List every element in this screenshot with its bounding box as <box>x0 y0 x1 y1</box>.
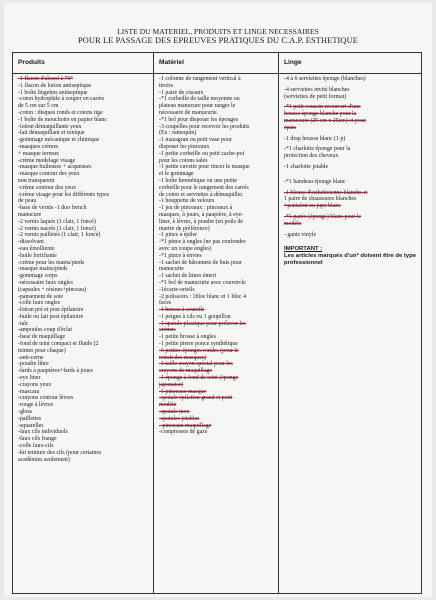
produits-item: -ampoules coup d'éclat <box>18 327 73 334</box>
produits-item: académies seulement) <box>18 456 70 463</box>
produits-item: -masques crèmes <box>18 143 59 150</box>
materiel-item: pour les cotons sales <box>159 157 208 164</box>
materiel-item: masques, à joues, à paupière, à eye- <box>159 211 244 218</box>
produits-item: -eye liner <box>18 375 41 382</box>
linge-list <box>279 73 421 238</box>
produits-item: + masque terreux <box>18 150 59 157</box>
produits-item: -1 flacon de lotion antiseptique <box>18 82 92 89</box>
produits-item: -2 vernis laqués (1 clair, 1 foncé) <box>18 218 96 225</box>
produits-item: de 5 cm sur 5 cm <box>18 103 59 110</box>
produits-item: -gloss <box>18 409 33 416</box>
produits-item: -lotion pré et post épilatoire <box>18 307 84 314</box>
materiel-item: -1 pinceaux masque <box>159 388 207 395</box>
materiel-item: -1 sachet de limes émeri <box>159 273 217 280</box>
document-subtitle: POUR LE PASSAGE DES EPREUVES PRATIQUES DU C.A.P. ESTHETIQUE <box>78 36 358 45</box>
important-note-title: IMPORTANT : <box>284 246 323 253</box>
produits-item: -dissolvant <box>18 239 44 246</box>
materiel-item: -*1 bol pour disposer les éponges <box>159 116 239 123</box>
produits-item: -poudre libre <box>18 361 49 368</box>
produits-item: -anti-cerne <box>18 354 44 361</box>
produits-item: -colle faux-cils <box>18 443 54 450</box>
linge-item: - gants vinyle <box>284 231 317 238</box>
materiel-item: -1 brosse à sourcils <box>159 307 205 314</box>
materiel-item: modèle <box>159 402 177 409</box>
produits-item: -nécessaire faux ongles <box>18 279 73 286</box>
produits-item: -fards à paupières+fards à joues <box>18 368 93 375</box>
produits-item: -2 vernis nacrés (1 clair, 1 foncé) <box>18 225 96 232</box>
produits-item: -huile ou lait post épilatoire <box>18 313 84 320</box>
produits-item: -rouge à lèvres <box>18 402 53 409</box>
produits-item: de peau <box>18 198 37 205</box>
materiel-item: faces <box>159 300 172 307</box>
materiel-item: -1écarte-orteils <box>159 286 195 293</box>
produits-item: -pansement de soie <box>18 293 64 300</box>
materiel-item: -1 pince à épiler <box>159 232 198 239</box>
materiel-column <box>154 53 278 436</box>
linge-item: -*1 bandeau éponge blanc <box>284 178 346 185</box>
linge-item: -*1 paréo (éponge) blanc pour le <box>284 213 362 220</box>
linge-item: +pantalon ou jupe blanc <box>284 203 341 210</box>
produits-item: -1 flacon d'alcool à 70° <box>18 76 73 82</box>
linge-item: -1 blouse d'esthéticienne blanche et <box>284 189 368 196</box>
materiel-item: -1 taille crayon spécial pour les <box>159 361 233 368</box>
linge-item: modèle <box>284 220 302 227</box>
materiel-item: -1 jeu de pinceaux : pinceaux à <box>159 205 233 212</box>
produits-column <box>13 53 153 463</box>
produits-list <box>13 73 153 463</box>
produits-item: -gommage corps <box>18 273 58 280</box>
linge-item: -1 charlotte jetable <box>284 163 329 170</box>
linge-header: Linge <box>284 59 302 66</box>
materiel-item: avec un coupe ongles) <box>159 245 212 252</box>
linge-item: housse éponge blanche pour la <box>284 111 357 118</box>
materiel-item: -*1 bol de manucurie avec couvercle <box>159 279 246 286</box>
materiel-item: martre de préférence) <box>159 225 210 232</box>
materiel-item: de coton et serviettes à démaquiller. <box>159 191 244 198</box>
produits-item: -eau émolliente <box>18 245 55 252</box>
produits-item: -lait démaquillant et tonique <box>18 130 85 137</box>
materiel-item: plateau manucure pour ranger le <box>159 103 236 110</box>
materiel-item: -1 mazagran ou petit vase pour <box>159 137 232 144</box>
materiel-item: tiroirs <box>159 82 174 89</box>
materiel-item: manucurie <box>159 266 184 273</box>
produits-item: -mascara <box>18 388 40 395</box>
produits-item: (capsules + résines+pinceau) <box>18 286 87 293</box>
materiel-item: corbeille pour le rangement des carrés <box>159 184 249 191</box>
materiel-item: (Ex : ramequin) <box>159 130 197 137</box>
produits-item: -talc <box>18 320 29 327</box>
materiel-item: -1 petite corbeille ou petit cache-pot <box>159 150 245 157</box>
materiel-item: retrait des masques) <box>159 354 207 361</box>
produits-item: -squarelles <box>18 422 44 429</box>
produits-item: -coton hydrophile à couper en carrés <box>18 96 105 103</box>
produits-item: -masque contour des yeux <box>18 171 80 178</box>
linge-item: (serviettes de petit format) <box>284 93 347 100</box>
produits-item: -1 boîte lingettes antiseptique <box>18 89 88 96</box>
produits-header: Produits <box>18 59 45 66</box>
materiel-item: -1 éponge à fond de teint (éponge <box>159 375 239 382</box>
linge-item: -*1 charlotte éponge pour la <box>284 146 351 153</box>
produits-item: -kit teinture des cils (pour certaines <box>18 449 102 456</box>
materiel-item: japonaise) <box>159 381 184 388</box>
materiel-list <box>154 73 278 436</box>
materiel-item: crayons de maquillage <box>159 368 212 375</box>
materiel-item: -1 petite brosse à ongles <box>159 334 216 341</box>
produits-item: -paillettes <box>18 415 42 422</box>
materiel-item: liner, à lèvres, à poudre (en poils de <box>159 218 244 225</box>
produits-item: -huile fortifiante <box>18 252 57 259</box>
linge-item: -4 serviettes invité blanches <box>284 86 350 93</box>
important-note <box>279 246 421 267</box>
produits-item: -crème visage pour les différents types <box>18 191 109 198</box>
materiel-item: -compresses de gaze <box>159 429 208 436</box>
materiel-item: nécessaire de manucurie. <box>159 109 219 116</box>
materiel-header: Matériel <box>159 59 184 66</box>
linge-item: -1 drap housse blanc (1 p) <box>284 135 346 142</box>
materiel-item: -1 sachet de bâtonnets de buis pour <box>159 259 242 266</box>
produits-item: -crayons contour lèvres <box>18 395 74 402</box>
materiel-item: -2 polissoirs : 1bloc blanc et 1 bloc 4 <box>159 293 247 300</box>
materiel-item: -*1 corbeille de taille moyenne ou <box>159 96 240 103</box>
materiel-item: -1 boîte hermétique ou une petite <box>159 177 238 184</box>
materiel-item: disposer les pinceaux <box>159 143 210 150</box>
produits-item: -coton : disques ronds et cotons tige <box>18 109 103 116</box>
produits-item: non transparent <box>18 177 55 184</box>
linge-item: -*1 petit coussin recouvert d'une <box>284 104 361 111</box>
produits-item: -gommage mécanique et chimique <box>18 137 100 144</box>
produits-item: -masque mains/pieds <box>18 266 68 273</box>
materiel-item: -6 petites éponges rondes (pour le <box>159 347 239 354</box>
produits-item: -base de vernis -1 duo french <box>18 205 87 212</box>
produits-item: -2 vernis pailletés (1 clair, 1 foncé) <box>18 232 101 239</box>
document-title: LISTE DU MATERIEL, PRODUITS ET LINGE NECESSAIRES <box>117 27 319 36</box>
linge-column <box>279 53 421 267</box>
materiel-item: -3 coupelles pour recevoir les produits <box>159 123 250 130</box>
produits-item: -lotion démaquillante yeux <box>18 123 82 130</box>
materiel-item: -1 paire de ciseaux <box>159 89 204 96</box>
produits-item: -base de maquillage <box>18 334 66 341</box>
equipment-table <box>12 52 422 594</box>
produits-item: -masque huileuses + acqueuses <box>18 164 92 171</box>
produits-item: -crème contour des yeux <box>18 184 77 191</box>
produits-item: -faux cils frange <box>18 436 57 443</box>
linge-item: 1 paire de chaussures blanches <box>284 196 357 203</box>
linge-item: épais <box>284 124 297 131</box>
produits-item: -crème modelage visage <box>18 157 76 164</box>
materiel-item: -*1 pince à ongles (ne pas confondre <box>159 239 246 246</box>
produits-item: -colle faux ongles <box>18 300 61 307</box>
linge-item: protection des cheveux <box>284 153 339 160</box>
document-page <box>4 3 432 597</box>
materiel-item: -1 petite pierre ponce synthétique <box>159 341 238 348</box>
produits-item: -crème pour les mains/pieds <box>18 259 85 266</box>
materiel-item: crèmes <box>159 327 176 334</box>
produits-item: -crayons yeux <box>18 381 52 388</box>
materiel-item: -1 spatule plastique pour prélever les <box>159 320 246 327</box>
materiel-item: -spatule inox <box>159 409 190 416</box>
materiel-item: -spatules jetables <box>159 415 200 422</box>
materiel-item: -1 peigne à cils ou 1 goupillon <box>159 313 231 320</box>
materiel-item: -spatule épilation grand et petit <box>159 395 233 402</box>
produits-item: -1 boîte de mouchoirs en papier blanc <box>18 116 107 123</box>
produits-item: teintes pour chaque) <box>18 347 66 354</box>
produits-item: -fond de teint compact et fluide (2 <box>18 341 99 348</box>
materiel-item: -*1 pince à envies <box>159 252 202 259</box>
linge-item: -4 à 6 serviettes éponge (blanches) <box>284 76 366 82</box>
materiel-item: -1 petite cuvette pour rincer le masque <box>159 164 250 171</box>
materiel-item: - pinceaux maquillage <box>159 422 212 429</box>
materiel-item: et le gommage <box>159 171 194 178</box>
produits-item: manucure <box>18 211 42 218</box>
important-note-text: Les articles marqués d'un* doivent être de type professionnel <box>284 253 417 267</box>
linge-item: manucurie (25 cm x 25cm) et pour <box>284 117 366 124</box>
produits-item: -faux cils individuels <box>18 429 68 436</box>
materiel-item: -1 colonne de rangement vertical à <box>159 76 241 82</box>
materiel-item: -1 houppette de velours <box>159 198 215 205</box>
